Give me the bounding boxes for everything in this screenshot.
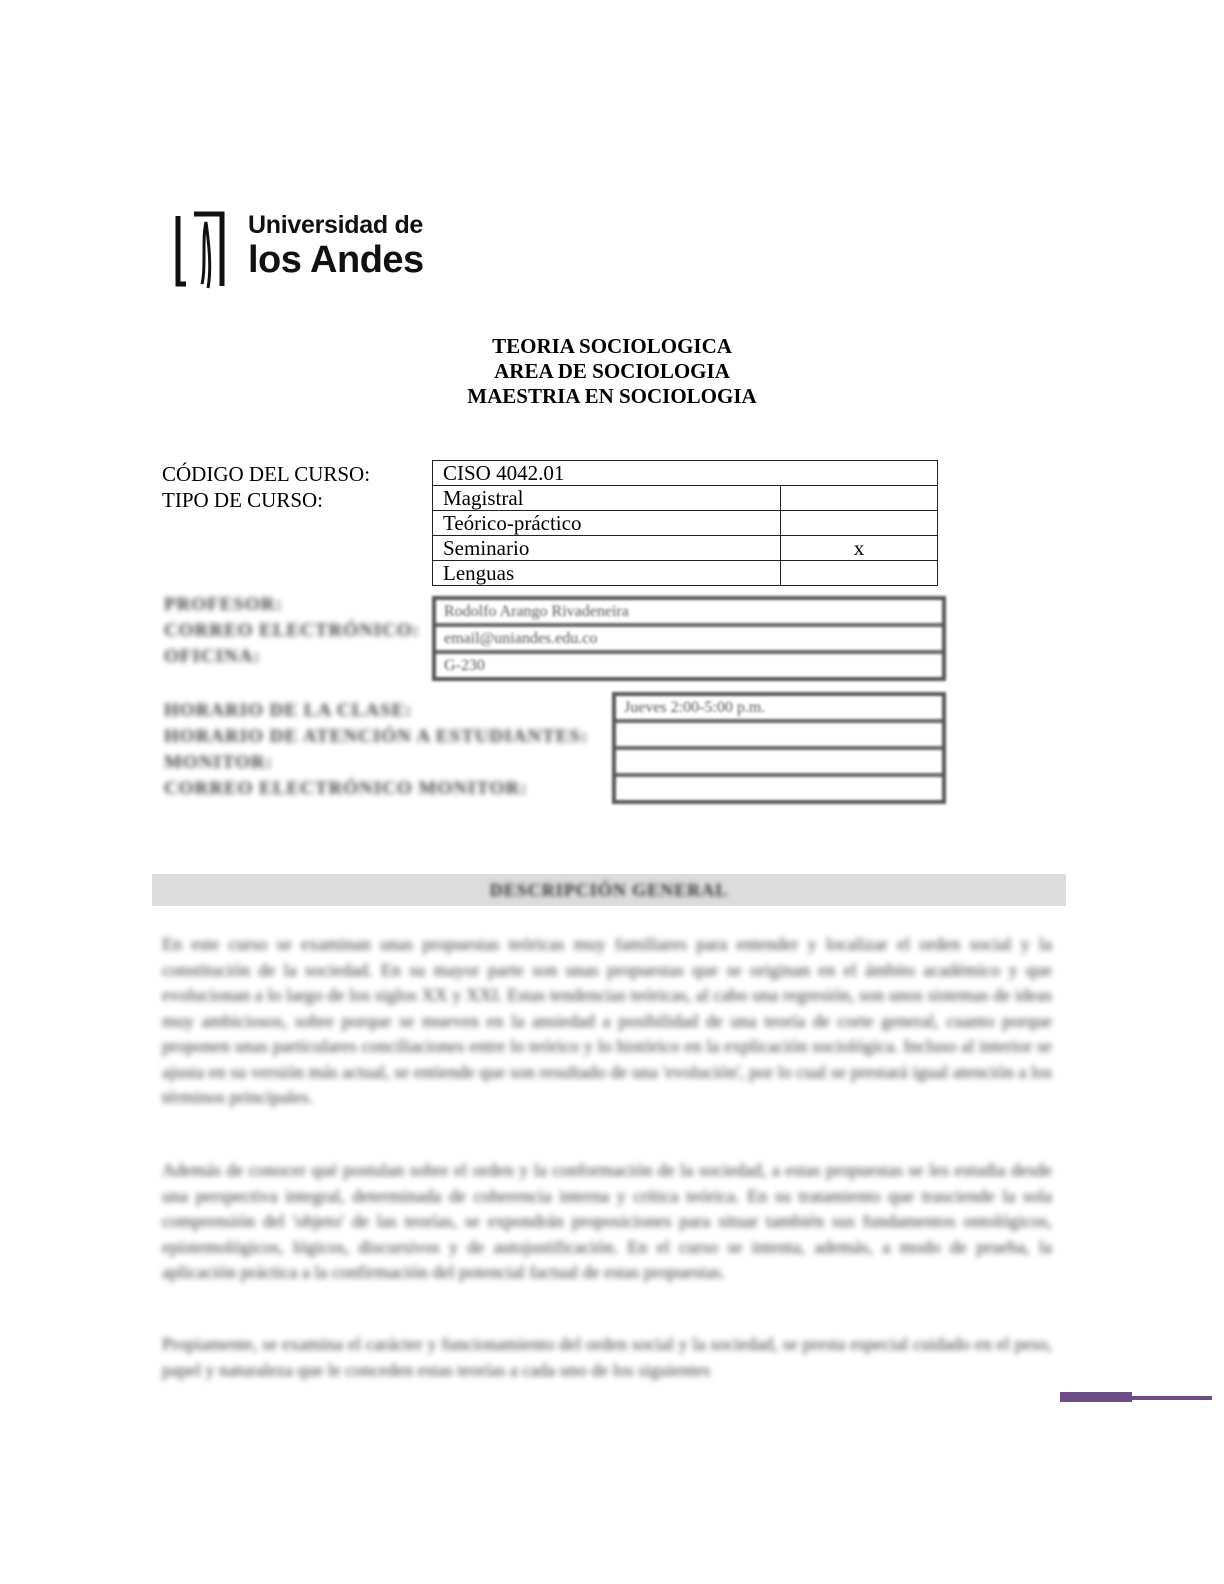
paragraph-3: Propiamente, se examina el carácter y funcionamiento del orden social y la sociedad, se presta especial cuidado en el peso, papel y naturaleza que le conceden estas teorías a cada uno de los siguientes <box>162 1334 1052 1380</box>
table-row <box>433 486 938 511</box>
university-logo-mark <box>172 208 242 290</box>
horario-value: Jueves 2:00-5:00 p.m. <box>616 696 942 723</box>
footer-accent <box>1060 1390 1224 1406</box>
correo-monitor-value <box>616 777 942 800</box>
footer-accent-block <box>1060 1392 1132 1402</box>
course-info-table <box>432 460 938 586</box>
atencion-value <box>616 723 942 750</box>
oficina-value: G-230 <box>444 657 485 674</box>
area-title: AREA DE SOCIOLOGIA <box>494 359 730 383</box>
logo-line2: los Andes <box>248 239 424 281</box>
profesor-value: Rodolfo Arango Rivadeneira <box>436 600 942 627</box>
paragraph-2: Además de conocer qué postulan sobre el orden y la conformación de la sociedad, a estas propuestas se les estudia desde una perspectiva integral, determinada de coherencia interna y crítica teórica. En su tratamiento que trasciende la sola comprensión del 'objeto' de las teorías, se expondrán proposiciones para situar también sus fundamentos ontológicos, epistemológicos, lógicos, discursivos y de autojustificación. En el curso se intenta, además, a modo de prueba, la aplicación práctica a la confirmación del potencial factual de estas propuestas. <box>162 1160 1052 1282</box>
footer-accent-line <box>1132 1396 1212 1400</box>
codigo-value: CISO 4042.01 <box>433 461 938 486</box>
tipo-name: Lenguas <box>433 561 781 586</box>
tipo-mark <box>781 486 938 511</box>
course-title: TEORIA SOCIOLOGICA <box>492 334 732 358</box>
tipo-mark <box>781 561 938 586</box>
section-title: DESCRIPCIÓN GENERAL <box>489 880 729 900</box>
logo-line1: Universidad de <box>248 211 424 239</box>
redacted-box-2 <box>612 692 946 804</box>
tipo-name: Seminario <box>433 536 781 561</box>
correo-monitor-label: CORREO ELECTRÓNICO MONITOR: <box>164 778 528 799</box>
profesor-label: PROFESOR: <box>164 594 283 615</box>
tipo-mark: x <box>781 536 938 561</box>
redacted-labels-1 <box>164 592 420 670</box>
table-row <box>433 461 938 486</box>
tipo-name: Teórico-práctico <box>433 511 781 536</box>
table-row <box>433 536 938 561</box>
tipo-label: TIPO DE CURSO: <box>162 488 324 512</box>
redacted-box-1 <box>432 596 946 681</box>
monitor-value <box>616 750 942 777</box>
redacted-labels-2 <box>164 698 588 802</box>
paragraph-1: En este curso se examinan unas propuestas teóricas muy familiares para entender y localizar el orden social y la constitución de la sociedad. En su mayor parte son unas propuestas que se originan en el ámbito académico y que evolucionan a lo largo de los siglos XX y XXI. Estas tendencias teóricas, al cabo una regresión, son unos sistemas de ideas muy ambiciosos, sobre porque se mueven en la ansiedad a posibilidad de una teoría de corte general, cuanto porque proponen unas particulares conciliaciones entre lo teórico y lo histórico en la explicación sociológica. Incluso al interior se ajusta en su versión más actual, se entiende que son resultado de una 'evolución', por lo cual se prestará igual atención a los términos principales. <box>162 934 1052 1107</box>
oficina-label: OFICINA: <box>164 646 261 667</box>
correo-value: email@uniandes.edu.co <box>436 627 942 654</box>
program-title: MAESTRIA EN SOCIOLOGIA <box>467 384 757 408</box>
university-logo <box>172 208 442 292</box>
document-titles <box>0 334 1224 409</box>
horario-label: HORARIO DE LA CLASE: <box>164 700 413 721</box>
correo-label: CORREO ELECTRÓNICO: <box>164 620 420 641</box>
table-row <box>433 561 938 586</box>
tipo-mark <box>781 511 938 536</box>
university-logo-text <box>248 210 424 280</box>
section-header-bar <box>152 874 1066 906</box>
codigo-label: CÓDIGO DEL CURSO: <box>162 462 371 486</box>
atencion-label: HORARIO DE ATENCIÓN A ESTUDIANTES: <box>164 726 589 747</box>
table-row <box>433 511 938 536</box>
tipo-name: Magistral <box>433 486 781 511</box>
monitor-label: MONITOR: <box>164 752 273 773</box>
